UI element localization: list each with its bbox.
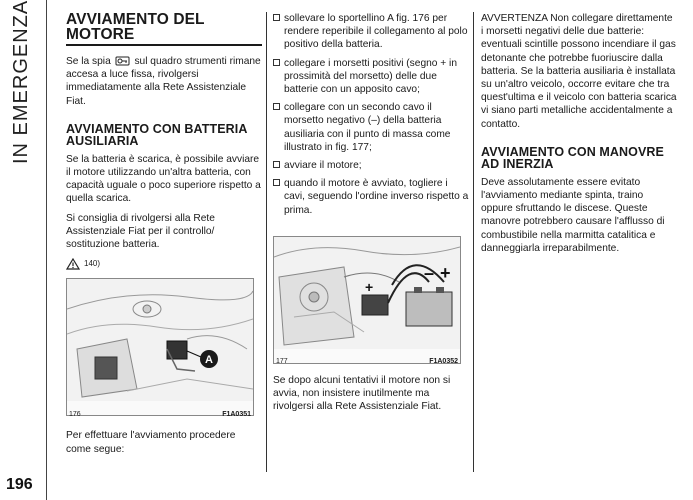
step-1-text: sollevare lo sportellino A fig. 176 per rendere reperibile il collegamento al polo positivo della batteria. bbox=[284, 13, 468, 51]
step-5-text: quando il motore è avviato, togliere i cavi, seguendo l'ordine inverso rispetto a prima. bbox=[284, 178, 469, 216]
figure-176-number: 176 bbox=[69, 410, 81, 418]
figure-176 bbox=[66, 278, 254, 416]
paragraph-inertia: Deve assolutamente essere evitato l'avviamento mediante spinta, traino oppure sfruttando le discese. Queste manovre potrebbero causare l'afflusso di combustibile nella marmitta catalitica e danneggiarla irreparabilmente. bbox=[481, 176, 665, 254]
step-1 bbox=[273, 12, 469, 52]
column-3 bbox=[481, 12, 677, 261]
figure-177-caption bbox=[274, 353, 460, 368]
figure-176-caption bbox=[67, 406, 253, 421]
section-tab bbox=[4, 0, 44, 164]
heading-aux-battery: AVVIAMENTO CON BATTERIA AUSILIARIA bbox=[66, 121, 248, 148]
figure-177 bbox=[273, 236, 461, 364]
step-3-text: collegare con un secondo cavo il morsetto negativo (–) della batteria ausiliaria con il punto di massa come illustrato in fig. 177; bbox=[284, 102, 451, 153]
checkbox-bullet-icon bbox=[273, 14, 280, 21]
step-2 bbox=[273, 57, 469, 97]
battery-cover-illustration bbox=[67, 279, 253, 401]
checkbox-bullet-icon bbox=[273, 179, 280, 186]
figure-177-code: F1A0352 bbox=[429, 358, 458, 366]
section-divider-line bbox=[46, 0, 47, 500]
step-3 bbox=[273, 101, 469, 154]
paragraph-warning-light bbox=[66, 55, 262, 108]
warning-reference-number: 140) bbox=[84, 259, 101, 269]
plus-sign-icon: + bbox=[365, 278, 374, 295]
checkbox-bullet-icon bbox=[273, 161, 280, 168]
figure-176-code: F1A0351 bbox=[222, 410, 251, 418]
column-divider-2 bbox=[473, 12, 474, 472]
paragraph-aux-battery: Se la batteria è scarica, è possibile avviare il motore utilizzando un'altra batteria, con capacità uguale o poco superiore rispetto a quella scarica. bbox=[66, 153, 261, 205]
page-number: 196 bbox=[6, 476, 33, 493]
paragraph-warning-light-pre: Se la spia bbox=[66, 56, 111, 67]
step-2-text: collegare i morsetti positivi (segno + in prossimità del morsetto) delle due batterie con un apposito cavo; bbox=[284, 57, 457, 96]
paragraph-warning: AVVERTENZA Non collegare direttamente i morsetti negativi delle due batterie: eventuali scintille possono incendiare il gas detonante che potrebbe fuoriuscire dalla batteria. Se la batteria ausiliaria è installata su un'altro veicolo, occorre evitare che tra quest'ultima e il veicolo con batteria scarica vi siano parti metalliche accidentalmente a contatto. bbox=[481, 13, 677, 130]
paragraph-retry: Se dopo alcuni tentativi il motore non si avvia, non insistere inutilmente ma rivolgersi alla Rete Assistenziale Fiat. bbox=[273, 374, 451, 413]
column-divider-1 bbox=[266, 12, 267, 472]
paragraph-advice: Si consiglia di rivolgersi alla Rete Assistenziale Fiat per il controllo/ sostituzione batteria. bbox=[66, 212, 215, 251]
checkbox-bullet-icon bbox=[273, 59, 280, 66]
step-4-text: avviare il motore; bbox=[284, 160, 362, 172]
column-2 bbox=[273, 12, 469, 419]
paragraph-procedure-intro: Per effettuare l'avviamento procedere come segue: bbox=[66, 430, 236, 455]
heading-engine-start: AVVIAMENTO DEL MOTORE bbox=[66, 12, 262, 46]
minus-sign-icon: – bbox=[424, 262, 435, 283]
heading-inertia-start: AVVIAMENTO CON MANOVRE AD INERZIA bbox=[481, 144, 664, 171]
step-4 bbox=[273, 159, 469, 172]
plus-sign-icon: + bbox=[440, 262, 451, 283]
step-5 bbox=[273, 177, 469, 217]
warning-triangle-icon bbox=[66, 258, 80, 270]
figure-176-label-a: A bbox=[205, 354, 213, 367]
warning-reference bbox=[66, 257, 262, 270]
figure-177-number: 177 bbox=[276, 358, 288, 366]
column-1 bbox=[66, 12, 262, 462]
engine-key-icon bbox=[114, 55, 132, 67]
paragraph-warning-light-post: sul quadro strumenti rimane accesa a luce fissa, rivolgersi immediatamente alla Rete Assistenziale Fiat. bbox=[66, 56, 261, 107]
jump-start-illustration bbox=[274, 237, 460, 349]
checkbox-bullet-icon bbox=[273, 103, 280, 110]
section-tab-label: IN EMERGENZA bbox=[10, 0, 32, 164]
